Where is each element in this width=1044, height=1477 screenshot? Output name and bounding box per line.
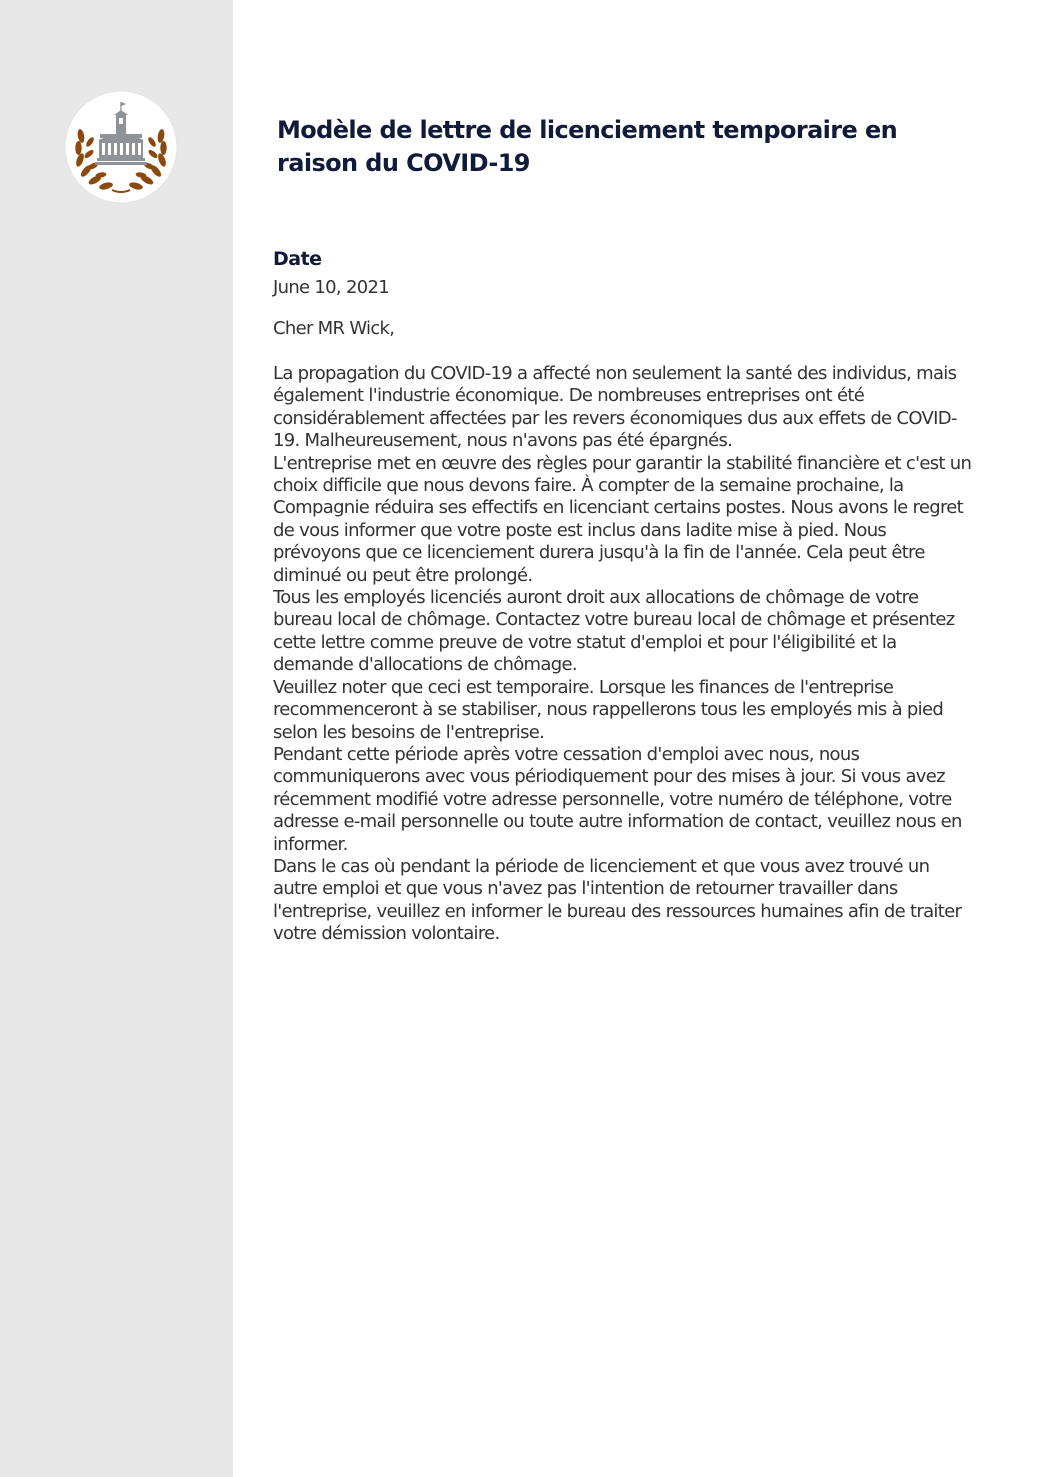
paragraph-4: Veuillez noter que ceci est temporaire. Lorsque les finances de l'entreprise recommenceront à se stabiliser, nous rappellerons tous les employés mis à pied selon les besoins de l'entreprise. [273, 676, 944, 743]
greeting: Cher MR Wick, [273, 318, 395, 339]
date-label: Date [273, 248, 322, 270]
page-title: Modèle de lettre de licenciement temporaire en raison du COVID-19 [277, 116, 898, 177]
paragraph-6: Dans le cas où pendant la période de licenciement et que vous avez trouvé un autre emploi et que vous n'avez pas l'intention de retourner travailler dans l'entreprise, veuillez en informer le bureau des ressources humaines afin de traiter votre démission volontaire. [273, 855, 962, 945]
paragraph-3: Tous les employés licenciés auront droit aux allocations de chômage de votre bureau local de chômage. Contactez votre bureau local de chômage et présentez cette lettre comme preuve de votre statut d'emploi et pour l'éligibilité et la demande d'allocations de chômage. [273, 587, 955, 676]
paragraph-1: La propagation du COVID-19 a affecté non seulement la santé des individus, mais également l'industrie économique. De nombreuses entreprises ont été considérablement affectées par les revers économiques dus aux effets de COVID-19. Malheureusement, nous n'avons pas été épargnés. [273, 363, 957, 452]
letter-content [273, 246, 973, 946]
paragraph-2: L'entreprise met en œuvre des règles pour garantir la stabilité financière et c'est un choix difficile que nous devons faire. À compter de la semaine prochaine, la Compagnie réduira ses effectifs en licenciant certains postes. Nous avons le regret de vous informer que votre poste est inclus dans ladite mise à pied. Nous prévoyons que ce licenciement durera jusqu'à la fin de l'année. Cela peut être diminué ou peut être prolongé. [273, 452, 972, 586]
paragraph-5: Pendant cette période après votre cessation d'emploi avec nous, nous communiquerons avec vous périodiquement pour des mises à jour. Si vous avez récemment modifié votre adresse personnelle, votre numéro de téléphone, votre adresse e-mail personnelle ou toute autre information de contact, veuillez nous en informer. [273, 743, 962, 855]
date-value: June 10, 2021 [273, 277, 389, 298]
letter-body [273, 363, 973, 946]
sidebar [0, 0, 233, 1477]
building-laurel-logo-icon [64, 90, 178, 204]
